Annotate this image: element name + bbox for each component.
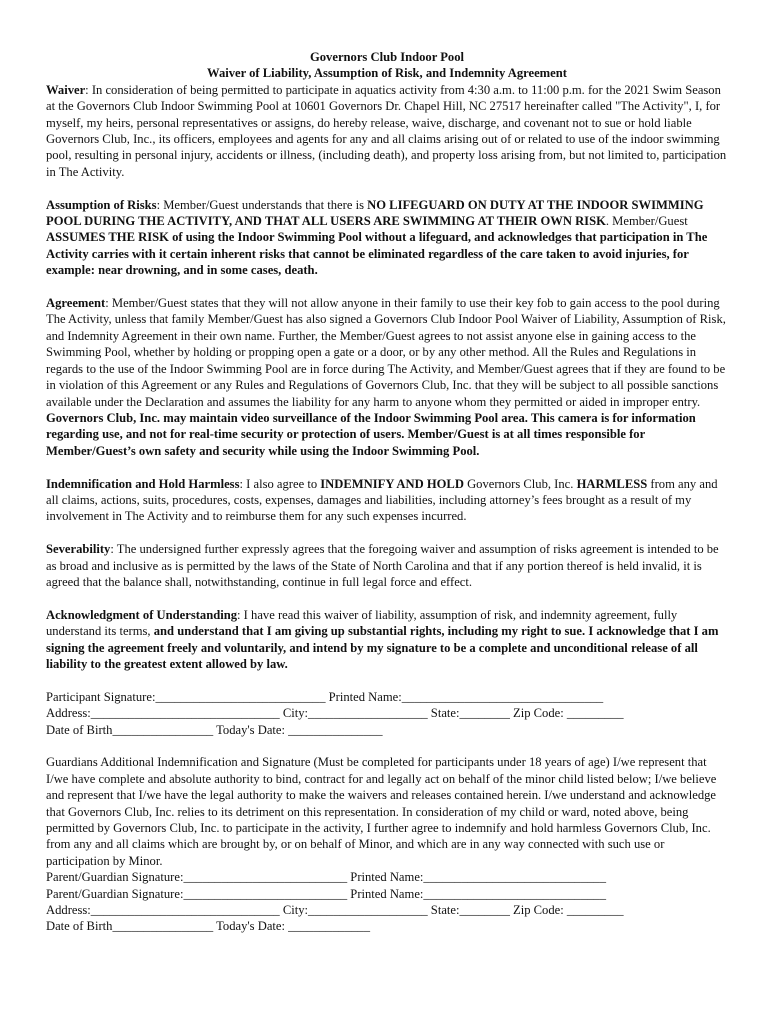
guardian-signature-line-2[interactable]: Parent/Guardian Signature:__________________________ Printed Name:_____________________________ (46, 886, 607, 901)
indemnification-text-2: Governors Club, Inc. (463, 476, 577, 491)
guardians-section: Guardians Additional Indemnification and Signature (Must be completed for participants under 18 years of age) I/we represent that I/we have complete and absolute authority to bind, contract for and legally act on behalf of the minor child listed below; I/we believe and represent that I/we have the legal authority to make the waivers and releases contained herein. I/we understand and acknowledge that Governors Club, Inc. relies to its detriment on this representation. In consideration of my child or ward, noted above, being permitted by Governors Club, Inc. to participate in the activity, I further agree to indemnify and hold harmless Governors Club, Inc. from any and all claims which are brought by, or on behalf of Minor, and which are in any way connected with such use or participation by Minor. (46, 755, 717, 868)
agreement-section (46, 295, 728, 459)
indemnification-section (46, 476, 728, 525)
severability-section (46, 541, 728, 590)
waiver-document (46, 49, 728, 935)
indemnification-text-1: : I also agree to (239, 476, 321, 491)
acknowledgment-label: Acknowledgment of Understanding (46, 607, 238, 622)
guardian-dob-line[interactable]: Date of Birth________________ Today's Date: _____________ (46, 919, 371, 934)
assumption-label: Assumption of Risks (46, 197, 157, 212)
participant-signature-line[interactable]: Participant Signature:___________________________ Printed Name:________________________________ (46, 689, 604, 704)
severability-label: Severability (46, 542, 111, 557)
assumption-section (46, 197, 728, 279)
indemnification-bold-1: INDEMNIFY AND HOLD (320, 476, 464, 491)
waiver-text: : In consideration of being permitted to participate in aquatics activity from 4:30 a.m. to 11:00 p.m. for the 2021 Swim Season at the Governors Club Indoor Swimming Pool at 10601 Governors Dr. Chapel Hill, NC 27517 hereinafter called "The Activity", I, for myself, my heirs, personal representatives or assigns, do hereby release, waive, discharge, and covenant not to sue or hold liable Governors Club, Inc., its officers, employees and agents for any and all claims arising out of or related to use of the indoor swimming pool, resulting in personal injury, accidents or illness, (including death), and property loss arising from, but not limited to, participation in The Activity. (46, 82, 727, 179)
waiver-section (46, 82, 728, 180)
agreement-text: : Member/Guest states that they will not allow anyone in their family to use their key fob to gain access to the pool during The Activity, unless that family Member/Guest has also signed a Governors Club Indoor Pool Waiver of Liability, Assumption of Risk, and Indemnity Agreement in their own name. Further, the Member/Guest agrees to not assist anyone else in gaining access to the Swimming Pool, whether by holding or propping open a gate or a door, or by any other method. All the Rules and Regulations in regards to the use of the Indoor Swimming Pool are in force during The Activity, and Member/Guest agrees that if they are found to be in violation of this Agreement or any Rules and Regulations of Governors Club, Inc. that they will be subject to all possible sanctions available under the Declaration and assumes the liability for any harm to anyone whom they permitted or aided in improper entry. (46, 296, 726, 409)
assumption-bold-2: ASSUMES THE RISK of using the Indoor Swimming Pool without a lifeguard, and acknowledges that participation in The Activity carries with it certain inherent risks that cannot be eliminated regardless of the care taken to avoid injuries, for example: near drowning, and in some cases, death. (46, 230, 708, 278)
severability-text: : The undersigned further expressly agrees that the foregoing waiver and assumption of risks agreement is intended to be as broad and inclusive as is permitted by the laws of the State of North Carolina and that if any portion thereof is held invalid, it is agreed that the balance shall, notwithstanding, continue in full legal force and effect. (46, 542, 719, 589)
document-subtitle: Waiver of Liability, Assumption of Risk, and Indemnity Agreement (207, 66, 567, 81)
assumption-text-1: : Member/Guest understands that there is (156, 197, 368, 212)
waiver-label: Waiver (46, 82, 86, 97)
guardian-signature-line-1[interactable]: Parent/Guardian Signature:__________________________ Printed Name:_____________________________ (46, 870, 607, 885)
agreement-label: Agreement (46, 296, 106, 311)
acknowledgment-bold: and understand that I am giving up substantial rights, including my right to sue. I acknowledge that I am signing the agreement freely and voluntarily, and intend by my signature to be a complete and unconditional release of all liability to the greatest extent allowed by law. (46, 624, 719, 671)
participant-dob-line[interactable]: Date of Birth________________ Today's Date: _______________ (46, 722, 383, 737)
document-title: Governors Club Indoor Pool (309, 50, 465, 64)
assumption-text-2: . Member/Guest (605, 214, 688, 229)
indemnification-bold-2: HARMLESS (576, 476, 648, 491)
assumption-bold-1: NO LIFEGUARD ON DUTY AT THE INDOOR SWIMMING POOL DURING THE ACTIVITY, AND THAT ALL USERS ARE SWIMMING AT THEIR OWN RISK (46, 197, 704, 229)
acknowledgment-text: : I have read this waiver of liability, assumption of risk, and indemnity agreement, fully understand its terms, (46, 607, 678, 639)
indemnification-label: Indemnification and Hold Harmless (46, 476, 240, 491)
indemnification-text-3: from any and all claims, actions, suits, procedures, costs, expenses, damages and liabilities, including attorney’s fees brought as a result of my involvement in The Activity and to reimburse them for any such expenses incurred. (46, 476, 718, 524)
participant-address-line[interactable]: Address:______________________________ City:___________________ State:________ Zip Code: _________ (46, 706, 624, 721)
guardian-address-line[interactable]: Address:______________________________ City:___________________ State:________ Zip Code: _________ (46, 903, 624, 918)
agreement-bold: Governors Club, Inc. may maintain video surveillance of the Indoor Swimming Pool area. This camera is for information regarding use, and not for real-time security or protection of users. Member/Guest is at all times responsible for Member/Guest’s own safety and security while using the Indoor Swimming Pool. (46, 410, 696, 458)
acknowledgment-section (46, 607, 728, 673)
